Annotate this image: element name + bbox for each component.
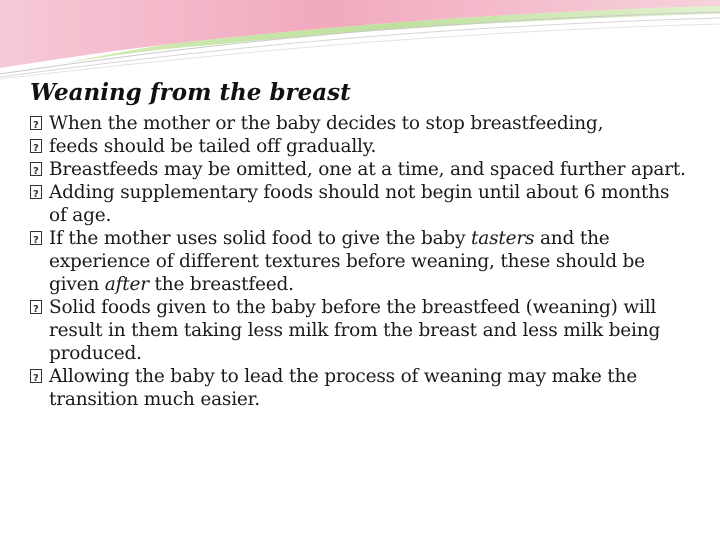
replacement-character-icon: [30, 300, 42, 314]
bullet-text: Solid foods given to the baby before the breastfeed (weaning) will result in them taking less milk from the breast and less milk being produced.: [49, 297, 661, 364]
list-item: [30, 365, 690, 411]
list-item: [30, 296, 690, 365]
list-item: [30, 135, 690, 158]
list-item: [30, 158, 690, 181]
replacement-character-icon: [30, 162, 42, 176]
replacement-character-icon: [30, 369, 42, 383]
list-item: [30, 112, 690, 135]
replacement-character-icon: [30, 231, 42, 245]
header-decoration: [0, 0, 720, 90]
replacement-character-icon: [30, 116, 42, 130]
list-item: [30, 227, 690, 296]
replacement-character-icon: [30, 185, 42, 199]
bullet-text: When the mother or the baby decides to stop breastfeeding,: [49, 113, 604, 134]
bullet-text: If the mother uses solid food to give the baby tasters and the experience of different textures before weaning, these should be given after the breastfeed.: [49, 228, 645, 295]
bullet-text: Breastfeeds may be omitted, one at a time, and spaced further apart.: [49, 159, 686, 180]
bullet-text: feeds should be tailed off gradually.: [49, 136, 377, 157]
slide-title: Weaning from the breast: [30, 79, 351, 106]
list-item: [30, 181, 690, 227]
bullet-list: [30, 112, 690, 411]
bullet-text: Adding supplementary foods should not begin until about 6 months of age.: [49, 182, 670, 226]
replacement-character-icon: [30, 139, 42, 153]
bullet-text: Allowing the baby to lead the process of weaning may make the transition much easier.: [49, 366, 637, 410]
